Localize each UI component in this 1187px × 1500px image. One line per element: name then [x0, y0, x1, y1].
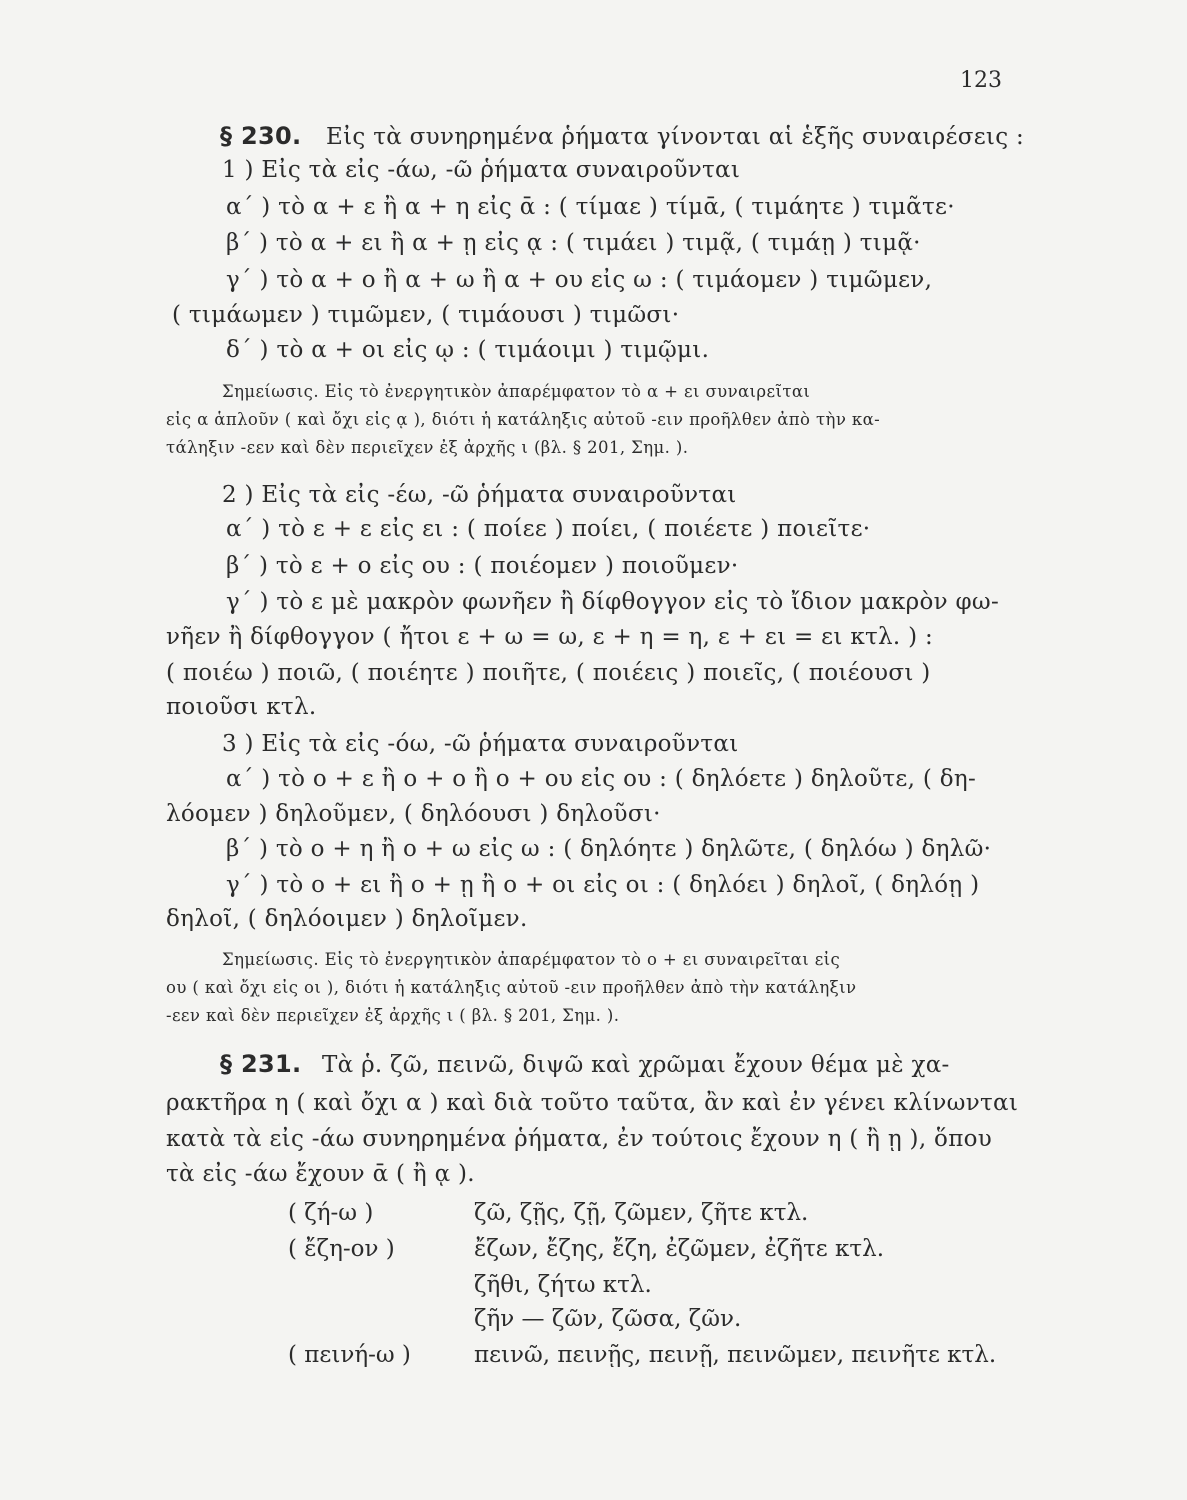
text-line-14: γ΄ ) τὸ ε μὲ μακρὸν φωνῆεν ἢ δίφθογγον εἰς τὸ ἴδιον μακρὸν φω-	[226, 589, 1000, 615]
text-line-11: 2 ) Εἰς τὰ εἰς -έω, -ῶ ῥήματα συναιροῦνται	[222, 482, 737, 508]
conj-right-1: ζῶ, ζῇς, ζῇ, ζῶμεν, ζῆτε κτλ.	[474, 1200, 809, 1226]
text-line-28: ρακτῆρα η ( καὶ ὄχι α ) καὶ διὰ τοῦτο ταῦτα, ἂν καὶ ἐν γένει κλίνωνται	[166, 1090, 1019, 1116]
text-line-4: β΄ ) τὸ α + ει ἢ α + ῃ εἰς ᾳ : ( τιμάει ) τιμᾷ, ( τιμάῃ ) τιμᾷ·	[226, 230, 921, 256]
text-line-21: β΄ ) τὸ ο + η ἢ ο + ω εἰς ω : ( δηλόητε ) δηλῶτε, ( δηλόω ) δηλῶ·	[226, 836, 992, 862]
text-line-19: α΄ ) τὸ ο + ε ἢ ο + ο ἢ ο + ου εἰς ου : ( δηλόετε ) δηλοῦτε, ( δη-	[226, 766, 977, 792]
text-line-30: τὰ εἰς -άω ἔχουν ᾱ ( ἢ ᾳ ).	[166, 1161, 475, 1187]
conj-left-5: ( πεινή-ω )	[288, 1342, 411, 1368]
text-line-6: ( τιμάωμεν ) τιμῶμεν, ( τιμάουσι ) τιμῶσι·	[172, 302, 680, 328]
text-line-29: κατὰ τὰ εἰς -άω συνηρημένα ῥήματα, ἐν τούτοις ἔχουν η ( ἢ ῃ ), ὅπου	[166, 1126, 993, 1152]
text-line-23: δηλοῖ, ( δηλόοιμεν ) δηλοῖμεν.	[166, 906, 528, 932]
text-line-16: ( ποιέω ) ποιῶ, ( ποιέητε ) ποιῆτε, ( ποιέεις ) ποιεῖς, ( ποιέουσι )	[166, 660, 931, 686]
conj-left-2: ( ἔζη-ον )	[288, 1236, 395, 1262]
note-line-2: εἰς α ἁπλοῦν ( καὶ ὄχι εἰς ᾳ ), διότι ἡ κατάληξις αὐτοῦ -ειν προῆλθεν ἀπὸ τὴν κα-	[166, 410, 881, 429]
note-line-1: Σημείωσις. Εἰς τὸ ἐνεργητικὸν ἀπαρέμφατον τὸ α + ει συναιρεῖται	[222, 382, 811, 401]
text-line-7: δ΄ ) τὸ α + οι εἰς ῳ : ( τιμάοιμι ) τιμῷμι.	[226, 337, 710, 363]
conj-right-5: πεινῶ, πεινῇς, πεινῇ, πεινῶμεν, πεινῆτε κτλ.	[474, 1342, 997, 1368]
text-line-12: α΄ ) τὸ ε + ε εἰς ει : ( ποίεε ) ποίει, ( ποιέετε ) ποιεῖτε·	[226, 516, 871, 542]
text-line-2: 1 ) Εἰς τὰ εἰς -άω, -ῶ ῥήματα συναιροῦνται	[222, 157, 741, 183]
text-line-22: γ΄ ) τὸ ο + ει ἢ ο + ῃ ἢ ο + οι εἰς οι : ( δηλόει ) δηλοῖ, ( δηλόῃ )	[226, 872, 980, 898]
text-line-17: ποιοῦσι κτλ.	[166, 694, 317, 720]
conj-right-2: ἔζων, ἔζης, ἔζη, ἐζῶμεν, ἐζῆτε κτλ.	[474, 1236, 885, 1262]
text-line-27: Τὰ ῥ. ζῶ, πεινῶ, διψῶ καὶ χρῶμαι ἔχουν θέμα μὲ χα-	[322, 1052, 950, 1078]
text-line-3: α΄ ) τὸ α + ε ἢ α + η εἰς ᾱ : ( τίμαε ) τίμᾱ, ( τιμάητε ) τιμᾶτε·	[226, 194, 955, 220]
text-line-20: λόομεν ) δηλοῦμεν, ( δηλόουσι ) δηλοῦσι·	[166, 801, 661, 827]
note-line-4: Σημείωσις. Εἰς τὸ ἐνεργητικὸν ἀπαρέμφατον τὸ ο + ει συναιρεῖται εἰς	[222, 950, 841, 969]
page-number: 123	[960, 68, 1002, 93]
note-line-3: τάληξιν -εεν καὶ δὲν περιεῖχεν ἐξ ἀρχῆς ι (βλ. § 201, Σημ. ).	[166, 438, 689, 457]
conj-right-3: ζῆθι, ζήτω κτλ.	[474, 1272, 652, 1298]
note-line-5: ου ( καὶ ὄχι εἰς οι ), διότι ἡ κατάληξις αὐτοῦ -ειν προῆλθεν ἀπὸ τὴν κατάληξιν	[166, 978, 857, 997]
section-230-number: § 230.	[220, 122, 302, 150]
text-line-5: γ΄ ) τὸ α + ο ἢ α + ω ἢ α + ου εἰς ω : ( τιμάομεν ) τιμῶμεν,	[226, 267, 933, 293]
conj-right-4: ζῆν — ζῶν, ζῶσα, ζῶν.	[474, 1306, 742, 1332]
text-line-1: Εἰς τὰ συνηρημένα ῥήματα γίνονται αἱ ἑξῆς συναιρέσεις :	[326, 124, 1025, 150]
text-line-13: β΄ ) τὸ ε + ο εἰς ου : ( ποιέομεν ) ποιοῦμεν·	[226, 553, 739, 579]
note-line-6: -εεν καὶ δὲν περιεῖχεν ἐξ ἀρχῆς ι ( βλ. § 201, Σημ. ).	[166, 1006, 620, 1025]
section-231-number: § 231.	[220, 1050, 302, 1078]
text-line-18: 3 ) Εἰς τὰ εἰς -όω, -ῶ ῥήματα συναιροῦνται	[222, 731, 739, 757]
conj-left-1: ( ζή-ω )	[288, 1200, 374, 1226]
text-line-15: νῆεν ἢ δίφθογγον ( ἤτοι ε + ω = ω, ε + η = η, ε + ει = ει κτλ. ) :	[166, 624, 934, 650]
